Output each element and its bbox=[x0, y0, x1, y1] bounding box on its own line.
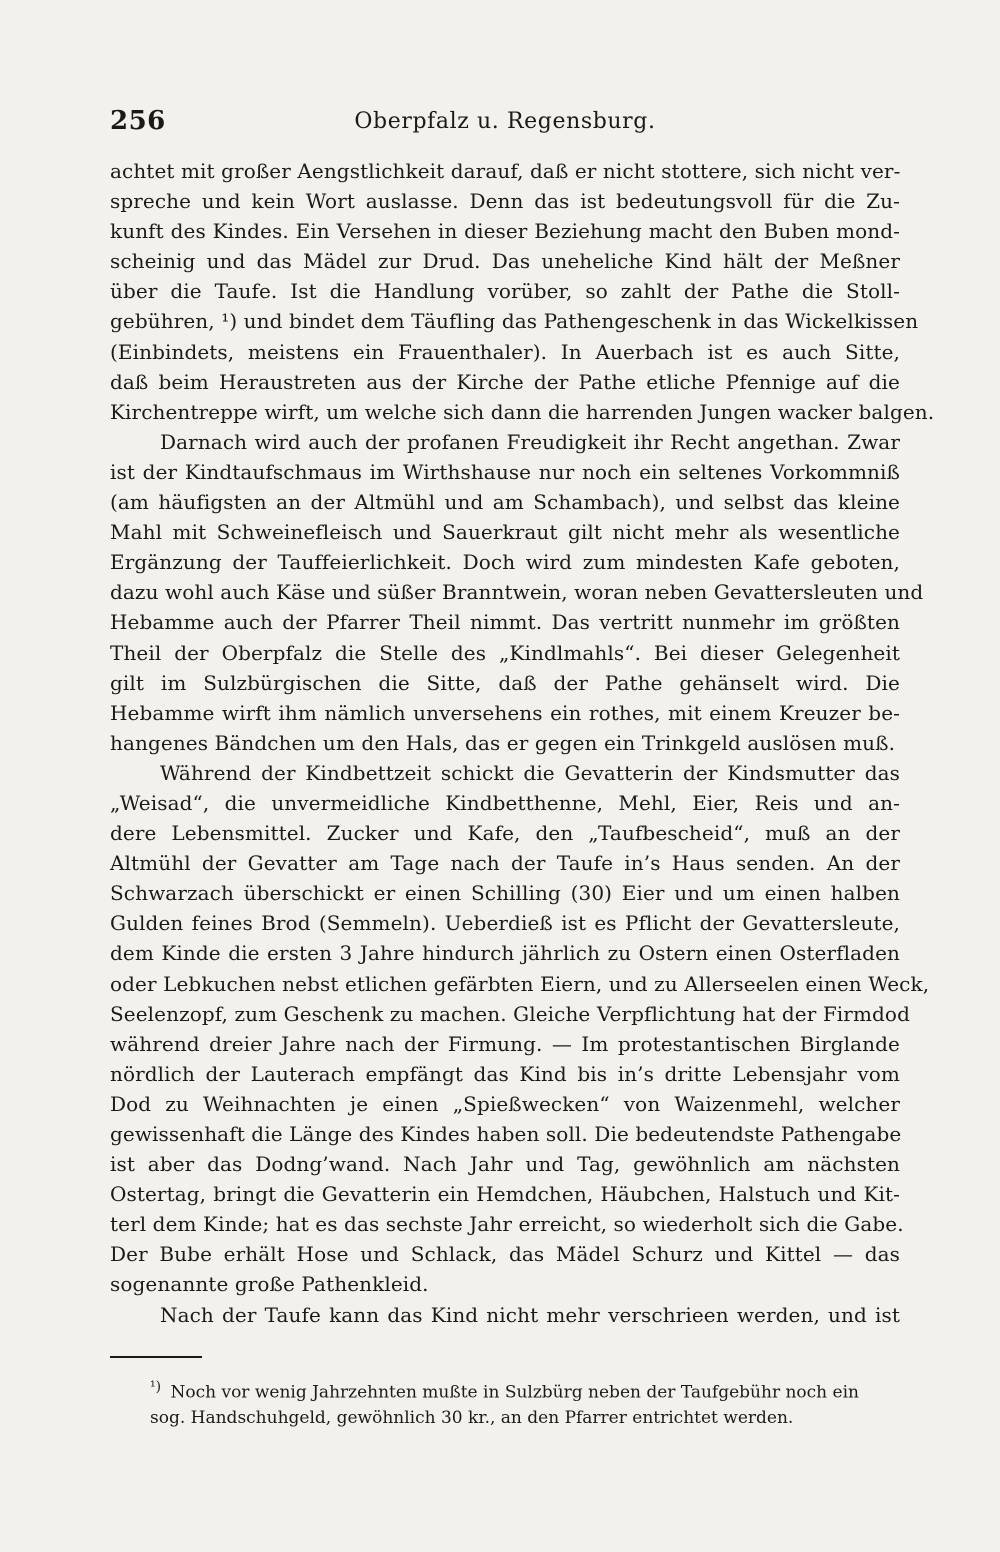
text-line: spreche und kein Wort auslasse. Denn das ist bedeutungsvoll für die Zu- bbox=[110, 189, 900, 214]
text-line: gebühren, ¹) und bindet dem Täufling das Pathengeschenk in das Wickelkissen bbox=[110, 309, 919, 334]
text-line: Theil der Oberpfalz die Stelle des „Kindlmahls“. Bei dieser Gelegenheit bbox=[110, 640, 900, 665]
text-line: (am häufigsten an der Altmühl und am Schambach), und selbst das kleine bbox=[110, 490, 900, 515]
text-line: ist aber das Dodng’wand. Nach Jahr und Tag, gewöhnlich am nächsten bbox=[110, 1152, 900, 1177]
text-line: dazu wohl auch Käse und süßer Branntwein, woran neben Gevattersleuten und bbox=[110, 580, 924, 605]
paragraph-4 bbox=[110, 1300, 900, 1330]
paragraph-1 bbox=[110, 156, 935, 427]
text-line: Nach der Taufe kann das Kind nicht mehr verschrieen werden, und ist bbox=[160, 1302, 900, 1327]
text-line: Hebamme auch der Pfarrer Theil nimmt. Das vertritt nunmehr im größten bbox=[110, 610, 900, 635]
text-line: Schwarzach überschickt er einen Schilling (30) Eier und um einen halben bbox=[110, 881, 900, 906]
paragraph-3 bbox=[110, 758, 930, 1300]
text-line: Während der Kindbettzeit schickt die Gevatterin der Kindsmutter das bbox=[160, 760, 900, 785]
main-text bbox=[110, 156, 935, 1330]
text-line: scheinig und das Mädel zur Drud. Das uneheliche Kind hält der Meßner bbox=[110, 249, 900, 274]
running-head: Oberpfalz u. Regensburg. bbox=[354, 109, 656, 134]
text-line: kunft des Kindes. Ein Versehen in dieser Beziehung macht den Buben mond- bbox=[110, 219, 900, 244]
text-line: Mahl mit Schweinefleisch und Sauerkraut gilt nicht mehr als wesentliche bbox=[110, 520, 900, 545]
text-line: ist der Kindtaufschmaus im Wirthshause nur noch ein seltenes Vorkommniß bbox=[110, 459, 900, 484]
text-line: Der Bube erhält Hose und Schlack, das Mädel Schurz und Kittel — das bbox=[110, 1242, 900, 1267]
paragraph-2 bbox=[110, 427, 924, 758]
footnote-marker: ¹) bbox=[150, 1379, 162, 1395]
text-line: Hebamme wirft ihm nämlich unversehens ein rothes, mit einem Kreuzer be- bbox=[110, 700, 900, 725]
footnote-line-1 bbox=[150, 1375, 900, 1406]
text-line: gilt im Sulzbürgischen die Sitte, daß der Pathe gehänselt wird. Die bbox=[110, 670, 900, 695]
page-header bbox=[110, 106, 900, 146]
text-line: Altmühl der Gevatter am Tage nach der Taufe in’s Haus senden. An der bbox=[110, 851, 900, 876]
text-line: Dod zu Weihnachten je einen „Spießwecken“ von Waizenmehl, welcher bbox=[110, 1091, 900, 1116]
text-line: über die Taufe. Ist die Handlung vorüber, so zahlt der Pathe die Stoll- bbox=[110, 279, 900, 304]
text-line: dere Lebensmittel. Zucker und Kafe, den „Taufbescheid“, muß an der bbox=[110, 821, 900, 846]
text-line: „Weisad“, die unvermeidliche Kindbetthenne, Mehl, Eier, Reis und an- bbox=[110, 790, 900, 815]
text-line: daß beim Heraustreten aus der Kirche der Pathe etliche Pfennige auf die bbox=[110, 369, 900, 394]
text-line: achtet mit großer Aengstlichkeit darauf, daß er nicht stottere, sich nicht ver- bbox=[110, 159, 901, 183]
text-line: Gulden feines Brod (Semmeln). Ueberdieß ist es Pflicht der Gevattersleute, bbox=[110, 911, 900, 936]
text-line: (Einbindets, meistens ein Frauenthaler). In Auerbach ist es auch Sitte, bbox=[110, 339, 900, 364]
text-line: Kirchentreppe wirft, um welche sich dann die harrenden Jungen wacker balgen. bbox=[110, 399, 935, 424]
text-line: Ostertag, bringt die Gevatterin ein Hemdchen, Häubchen, Halstuch und Kit- bbox=[110, 1182, 900, 1207]
text-line: Ergänzung der Tauffeierlichkeit. Doch wird zum mindesten Kafe geboten, bbox=[110, 550, 900, 575]
footnote-line-2: sog. Handschuhgeld, gewöhnlich 30 kr., an den Pfarrer entrichtet werden. bbox=[150, 1407, 794, 1428]
footnotes bbox=[150, 1375, 900, 1431]
text-line: hangenes Bändchen um den Hals, das er gegen ein Trinkgeld auslösen muß. bbox=[110, 730, 896, 755]
text-line: oder Lebkuchen nebst etlichen gefärbten Eiern, und zu Allerseelen einen Weck, bbox=[110, 971, 930, 996]
text-line: Seelenzopf, zum Geschenk zu machen. Gleiche Verpflichtung hat der Firmdod bbox=[110, 1001, 910, 1026]
footnote-text: Noch vor wenig Jahrzehnten mußte in Sulzbürg neben der Taufgebühr noch ein bbox=[170, 1382, 859, 1403]
text-line: dem Kinde die ersten 3 Jahre hindurch jährlich zu Ostern einen Osterfladen bbox=[110, 941, 900, 966]
text-line: terl dem Kinde; hat es das sechste Jahr erreicht, so wiederholt sich die Gabe. bbox=[110, 1212, 904, 1237]
text-line: während dreier Jahre nach der Firmung. — Im protestantischen Birglande bbox=[110, 1031, 900, 1056]
text-line: Darnach wird auch der profanen Freudigkeit ihr Recht angethan. Zwar bbox=[160, 429, 900, 454]
text-line: sogenannte große Pathenkleid. bbox=[110, 1272, 429, 1297]
footnote-rule bbox=[110, 1356, 202, 1358]
page-number: 256 bbox=[110, 106, 166, 136]
text-line: nördlich der Lauterach empfängt das Kind bis in’s dritte Lebensjahr vom bbox=[110, 1061, 900, 1086]
text-line: gewissenhaft die Länge des Kindes haben soll. Die bedeutendste Pathengabe bbox=[110, 1122, 902, 1146]
